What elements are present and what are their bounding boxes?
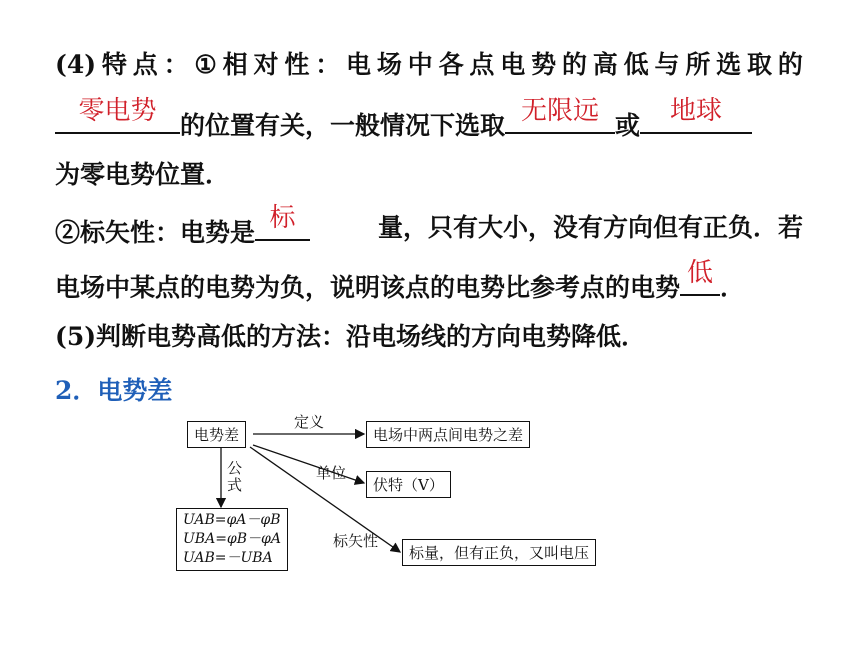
- p4-line2-text1: 的位置有关，一般情况下选取: [180, 111, 506, 140]
- box-formulas: [176, 508, 288, 571]
- label-formula: [227, 460, 242, 494]
- answer-scalar: 标: [269, 203, 296, 233]
- answer-low: 低: [687, 258, 714, 288]
- p4-line1-char: 电: [346, 50, 372, 79]
- formula-2: UBA=φB－φA: [183, 531, 281, 547]
- p4-line1-char: 高: [592, 50, 618, 79]
- scalar-line2-start: 电场中某点的电势为负，说明该点的电势比参考点的电势: [55, 273, 681, 302]
- p4-line1-char: 对: [253, 50, 279, 79]
- p4-line1-char: 的: [777, 50, 803, 79]
- label-formula-1: 公: [227, 459, 243, 477]
- p4-line1-char: 点: [132, 50, 158, 79]
- p4-line1-char: 点: [469, 50, 495, 79]
- p4-line1-char: 与: [654, 50, 680, 79]
- answer-infinity: 无限远: [521, 96, 600, 126]
- p4-line1-char: ：: [315, 50, 341, 79]
- p4-line1-char: ①: [194, 50, 217, 79]
- p4-line3: 为零电势位置．: [55, 160, 231, 189]
- p4-line2-text2: 或: [615, 111, 641, 140]
- arrow-unit: [253, 445, 364, 483]
- p4-line1-char: 低: [623, 50, 649, 79]
- p4-line1-char: 所: [685, 50, 711, 79]
- section-heading-potential-difference: 2．电势差: [55, 376, 173, 405]
- answer-earth: 地球: [670, 96, 723, 126]
- p4-line1-char: 相: [222, 50, 248, 79]
- p4-line1-char: 的: [561, 50, 587, 79]
- p4-line1-char: 取: [747, 50, 773, 79]
- box-unit: 伏特（V）: [366, 471, 451, 498]
- label-unit: 单位: [316, 464, 347, 482]
- diagram-center-box: 电势差: [187, 421, 246, 448]
- p4-line1-char: 势: [531, 50, 557, 79]
- p5-line: (5)判断电势高低的方法：沿电场线的方向电势降低．: [55, 322, 647, 351]
- p4-line1-char: ：: [163, 50, 189, 79]
- scalar-line1-end: 量，只有大小，没有方向但有正负．若: [377, 213, 803, 242]
- p4-line1-char: 中: [407, 50, 433, 79]
- p4-line1-char: 选: [716, 50, 742, 79]
- box-scalar: 标量，但有正负，又叫电压: [402, 539, 596, 566]
- p4-line1-char: 各: [438, 50, 464, 79]
- p4-line1-char: 电: [500, 50, 526, 79]
- label-scalar: 标矢性: [333, 532, 379, 550]
- formula-1: UAB=φA－φB: [183, 512, 281, 528]
- p4-line1-char: 场: [376, 50, 402, 79]
- scalar-line1-start: ②标矢性：电势是: [55, 218, 256, 247]
- label-definition: 定义: [294, 413, 325, 431]
- formula-3: UAB=－UBA: [183, 550, 273, 566]
- p4-line1-char: (4): [55, 50, 97, 79]
- box-definition: 电场中两点间电势之差: [366, 421, 530, 448]
- scalar-line2-end: ．: [720, 273, 746, 302]
- p4-line1-char: 特: [101, 50, 127, 79]
- label-formula-2: 式: [227, 476, 243, 494]
- p4-line1-char: 性: [284, 50, 310, 79]
- answer-zero-potential: 零电势: [78, 96, 157, 126]
